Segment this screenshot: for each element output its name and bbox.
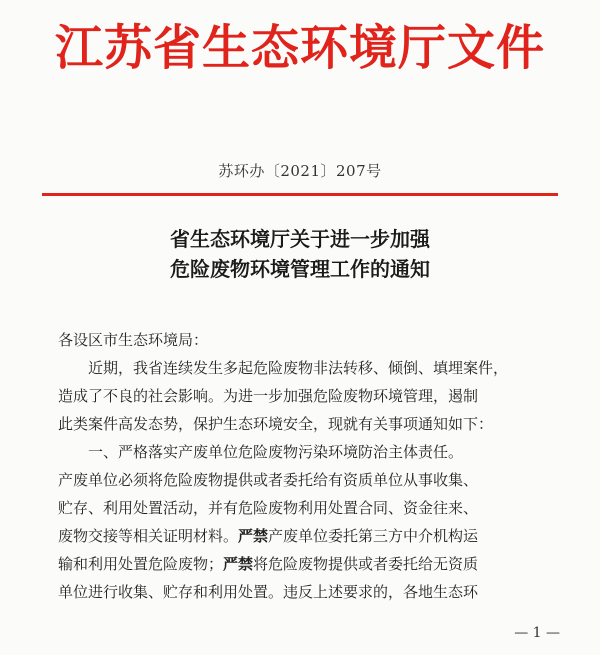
section-heading: 一、严格落实产废单位危险废物污染环境防治主体责任。 — [88, 443, 464, 461]
emphasis-text: 严禁 — [238, 527, 269, 545]
body-text-segment: 将危险废物提供或者委托给无资质 — [253, 555, 479, 573]
notice-title — [0, 224, 600, 284]
page-number: — 1 — — [514, 625, 560, 641]
agency-masthead: 江苏省生态环境厅文件 — [54, 20, 545, 76]
body-line: 贮存、利用处置活动，并有危险废物利用处置合同、资金往来、 — [58, 499, 479, 517]
body-line — [58, 550, 558, 578]
notice-body — [58, 326, 558, 606]
salutation: 各设区市生态环境局： — [58, 331, 209, 349]
body-line: 此类案件高发态势，保护生态环境安全，现就有关事项通知如下： — [58, 415, 494, 433]
body-line: 造成了不良的社会影响。为进一步加强危险废物环境管理，遏制 — [58, 387, 479, 405]
notice-title-line-1: 省生态环境厅关于进一步加强 — [170, 227, 430, 251]
red-divider-rule — [42, 193, 558, 196]
body-line: 产废单位必须将危险废物提供或者委托给有资质单位从事收集、 — [58, 471, 479, 489]
body-line — [58, 522, 558, 550]
body-text-segment: 产废单位委托第三方中介机构运 — [268, 527, 479, 545]
document-number: 苏环办〔2021〕207号 — [218, 162, 382, 180]
body-line: 单位进行收集、贮存和利用处置。违反上述要求的，各地生态环 — [58, 583, 479, 601]
body-text-segment: 废物交接等相关证明材料。 — [58, 527, 239, 545]
body-text-segment: 输和利用处置危险废物； — [58, 555, 224, 573]
notice-title-line-2: 危险废物环境管理工作的通知 — [170, 257, 430, 281]
emphasis-text: 严禁 — [223, 555, 254, 573]
body-line: 近期，我省连续发生多起危险废物非法转移、倾倒、填埋案件， — [88, 359, 509, 377]
